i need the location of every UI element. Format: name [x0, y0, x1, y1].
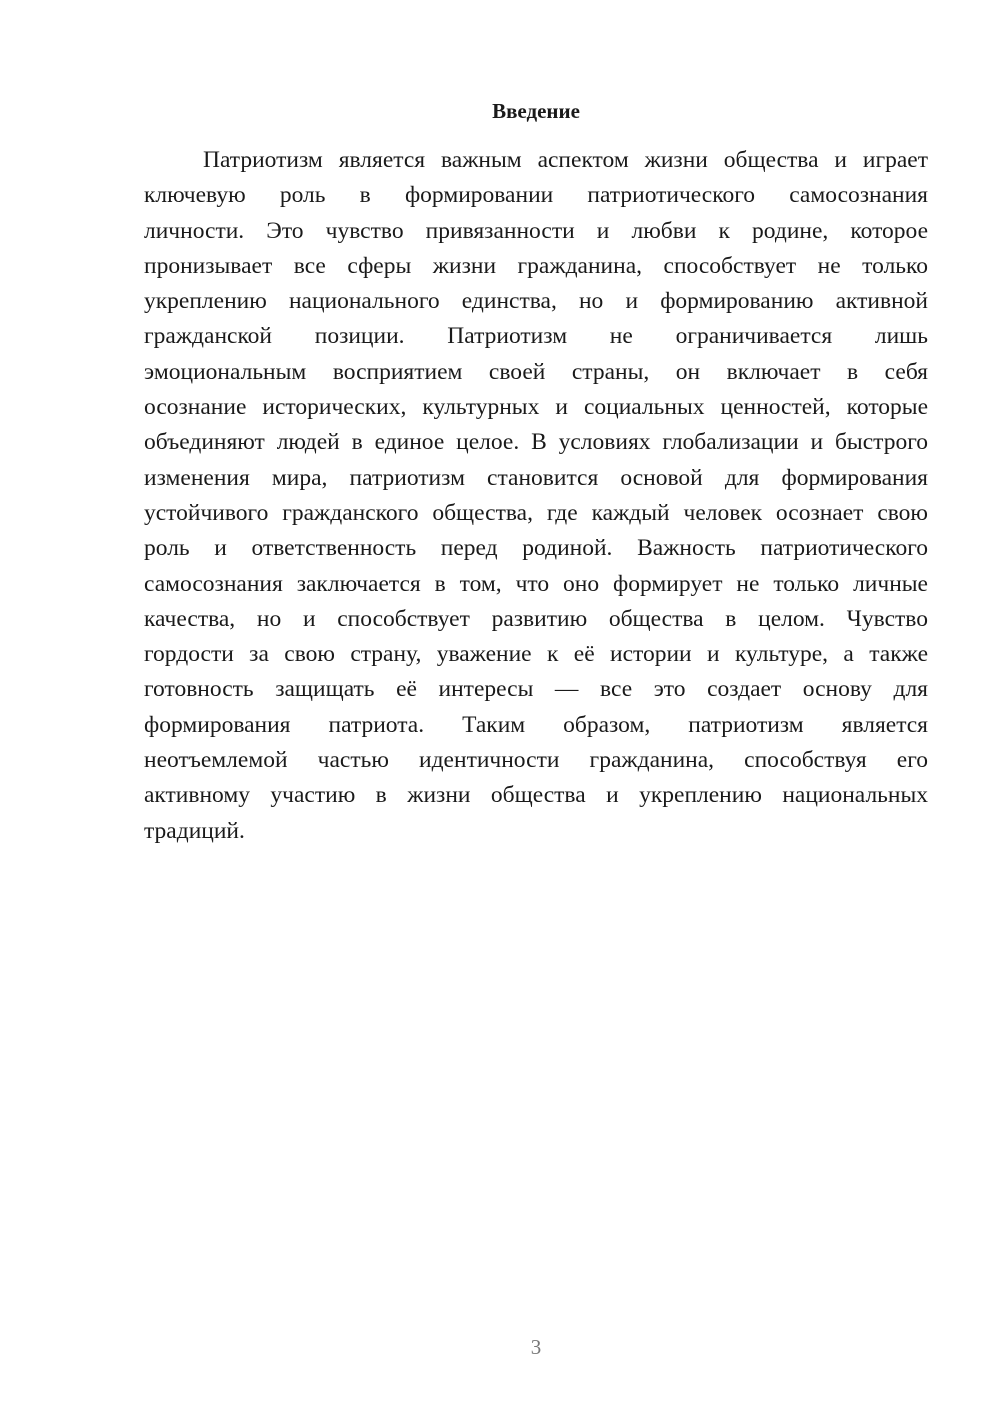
- paragraph-line: неотъемлемой частью идентичности гражданина, способствуя его: [144, 747, 928, 774]
- paragraph-line: изменения мира, патриотизм становится основой для формирования: [144, 464, 928, 491]
- page-number: 3: [530, 1335, 542, 1359]
- body-paragraph: [144, 143, 928, 849]
- paragraph-line: гражданской позиции. Патриотизм не ограничивается лишь: [144, 323, 928, 350]
- paragraph-line: самосознания заключается в том, что оно формирует не только личные: [144, 570, 928, 597]
- paragraph-line: роль и ответственность перед родиной. Важность патриотического: [144, 535, 928, 562]
- paragraph-line: ключевую роль в формировании патриотического самосознания: [144, 182, 928, 209]
- paragraph-line: укреплению национального единства, но и формированию активной: [144, 288, 928, 315]
- paragraph-line: Патриотизм является важным аспектом жизни общества и играет: [203, 147, 928, 173]
- paragraph-line: активному участию в жизни общества и укреплению национальных: [144, 782, 928, 809]
- paragraph-line: пронизывает все сферы жизни гражданина, способствует не только: [144, 252, 928, 279]
- paragraph-line: осознание исторических, культурных и социальных ценностей, которые: [144, 394, 928, 421]
- paragraph-line: традиций.: [144, 817, 245, 844]
- paragraph-line: гордости за свою страну, уважение к её истории и культуре, а также: [144, 641, 928, 668]
- paragraph-line: эмоциональным восприятием своей страны, он включает в себя: [144, 358, 928, 385]
- paragraph-line: готовность защищать её интересы — все это создает основу для: [144, 676, 928, 703]
- section-heading: Введение: [492, 99, 580, 123]
- paragraph-line: объединяют людей в единое целое. В условиях глобализации и быстрого: [144, 429, 928, 456]
- paragraph-line: личности. Это чувство привязанности и любви к родине, которое: [144, 217, 928, 244]
- paragraph-line: формирования патриота. Таким образом, патриотизм является: [144, 711, 928, 738]
- paragraph-line: устойчивого гражданского общества, где каждый человек осознает свою: [144, 499, 928, 526]
- paragraph-line: качества, но и способствует развитию общества в целом. Чувство: [144, 605, 928, 632]
